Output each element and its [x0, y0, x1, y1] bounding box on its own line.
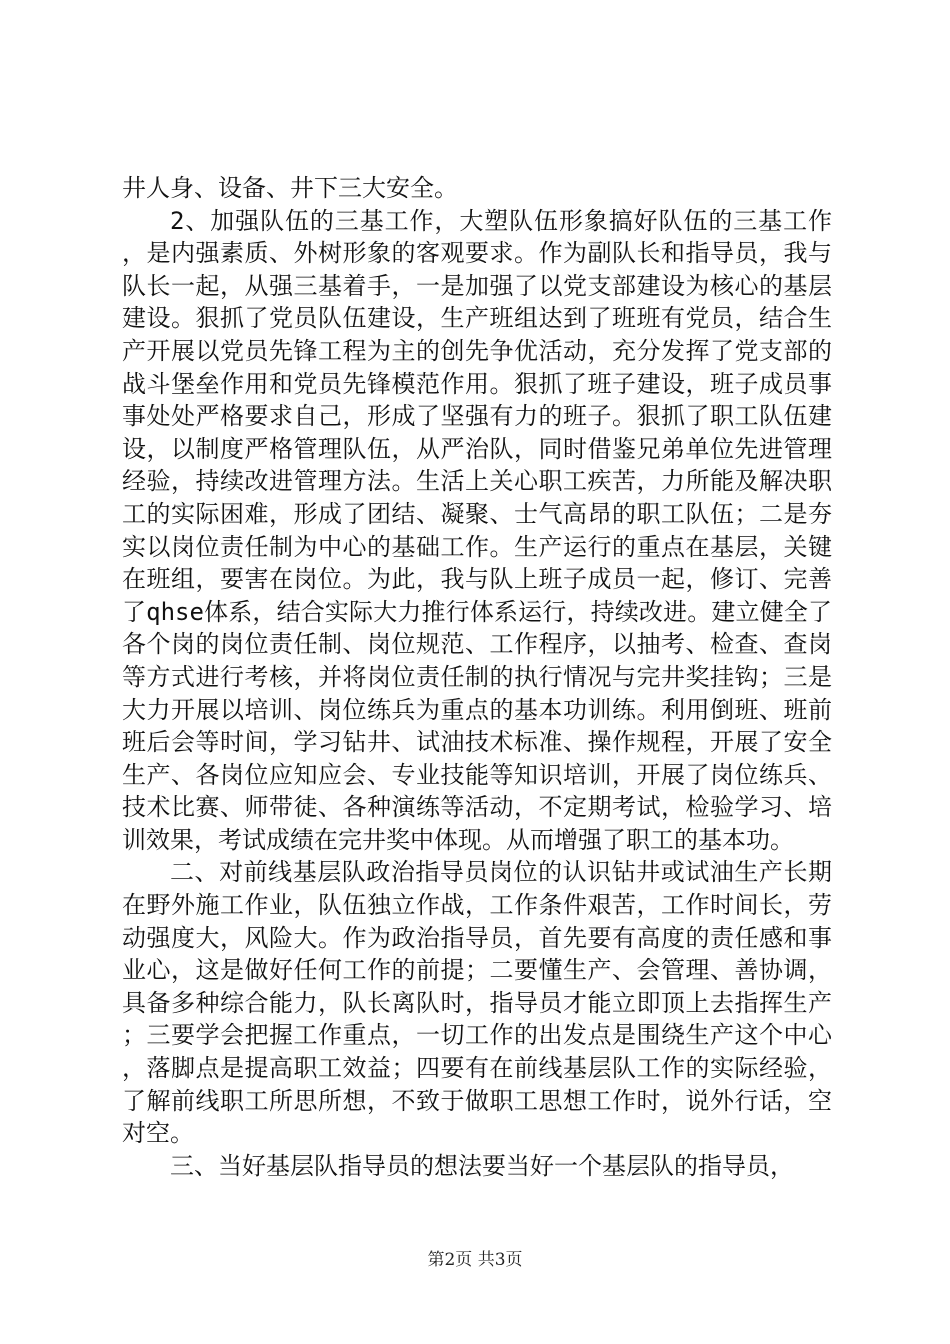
paragraph-instructor-role: 二、对前线基层队政治指导员岗位的认识钻井或试油生产长期在野外施工作业，队伍独立作战，工作条件艰苦，工作时间长，劳动强度大，风险大。作为政治指导员，首先要有高度的责任感和事业心，这是做好任何工作的前提；二要懂生产、会管理、善协调，具备多种综合能力，队长离队时，指导员才能立即顶上去指挥生产；三要学会把握工作重点，一切工作的出发点是围绕生产这个中心，落脚点是提高职工效益；四要有在前线基层队工作的实际经验，了解前线职工所思所想，不致于做职工思想工作时，说外行话，空对空。: [122, 858, 832, 1148]
page-number-footer: 第2页 共3页: [427, 1250, 523, 1270]
paragraph-continuation: 井人身、设备、井下三大安全。: [122, 174, 458, 202]
document-body: [122, 172, 832, 1182]
paragraph-thoughts-heading: 三、当好基层队指导员的想法要当好一个基层队的指导员，: [170, 1151, 794, 1180]
paragraph-three-basics: 2、加强队伍的三基工作，大塑队伍形象搞好队伍的三基工作，是内强素质、外树形象的客观要求。作为副队长和指导员，我与队长一起，从强三基着手，一是加强了以党支部建设为核心的基层建设。狠抓了党员队伍建设，生产班组达到了班班有党员，结合生产开展以党员先锋工程为主的创先争优活动，充分发挥了党支部的战斗堡垒作用和党员先锋模范作用。狠抓了班子建设，班子成员事事处处严格要求自己，形成了坚强有力的班子。狠抓了职工队伍建设，以制度严格管理队伍，从严治队，同时借鉴兄弟单位先进管理经验，持续改进管理方法。生活上关心职工疾苦，力所能及解决职工的实际困难，形成了团结、凝聚、士气高昂的职工队伍；二是夯实以岗位责任制为中心的基础工作。生产运行的重点在基层，关键在班组，要害在岗位。为此，我与队上班子成员一起，修订、完善了qhse体系，结合实际大力推行体系运行，持续改进。建立健全了各个岗的岗位责任制、岗位规范、工作程序，以抽考、检查、查岗等方式进行考核，并将岗位责任制的执行情况与完井奖挂钩；三是大力开展以培训、岗位练兵为重点的基本功训练。利用倒班、班前班后会等时间，学习钻井、试油技术标准、操作规程，开展了安全生产、各岗位应知应会、专业技能等知识培训，开展了岗位练兵、技术比赛、师带徒、各种演练等活动，不定期考试，检验学习、培训效果，考试成绩在完井奖中体现。从而增强了职工的基本功。: [122, 206, 832, 854]
